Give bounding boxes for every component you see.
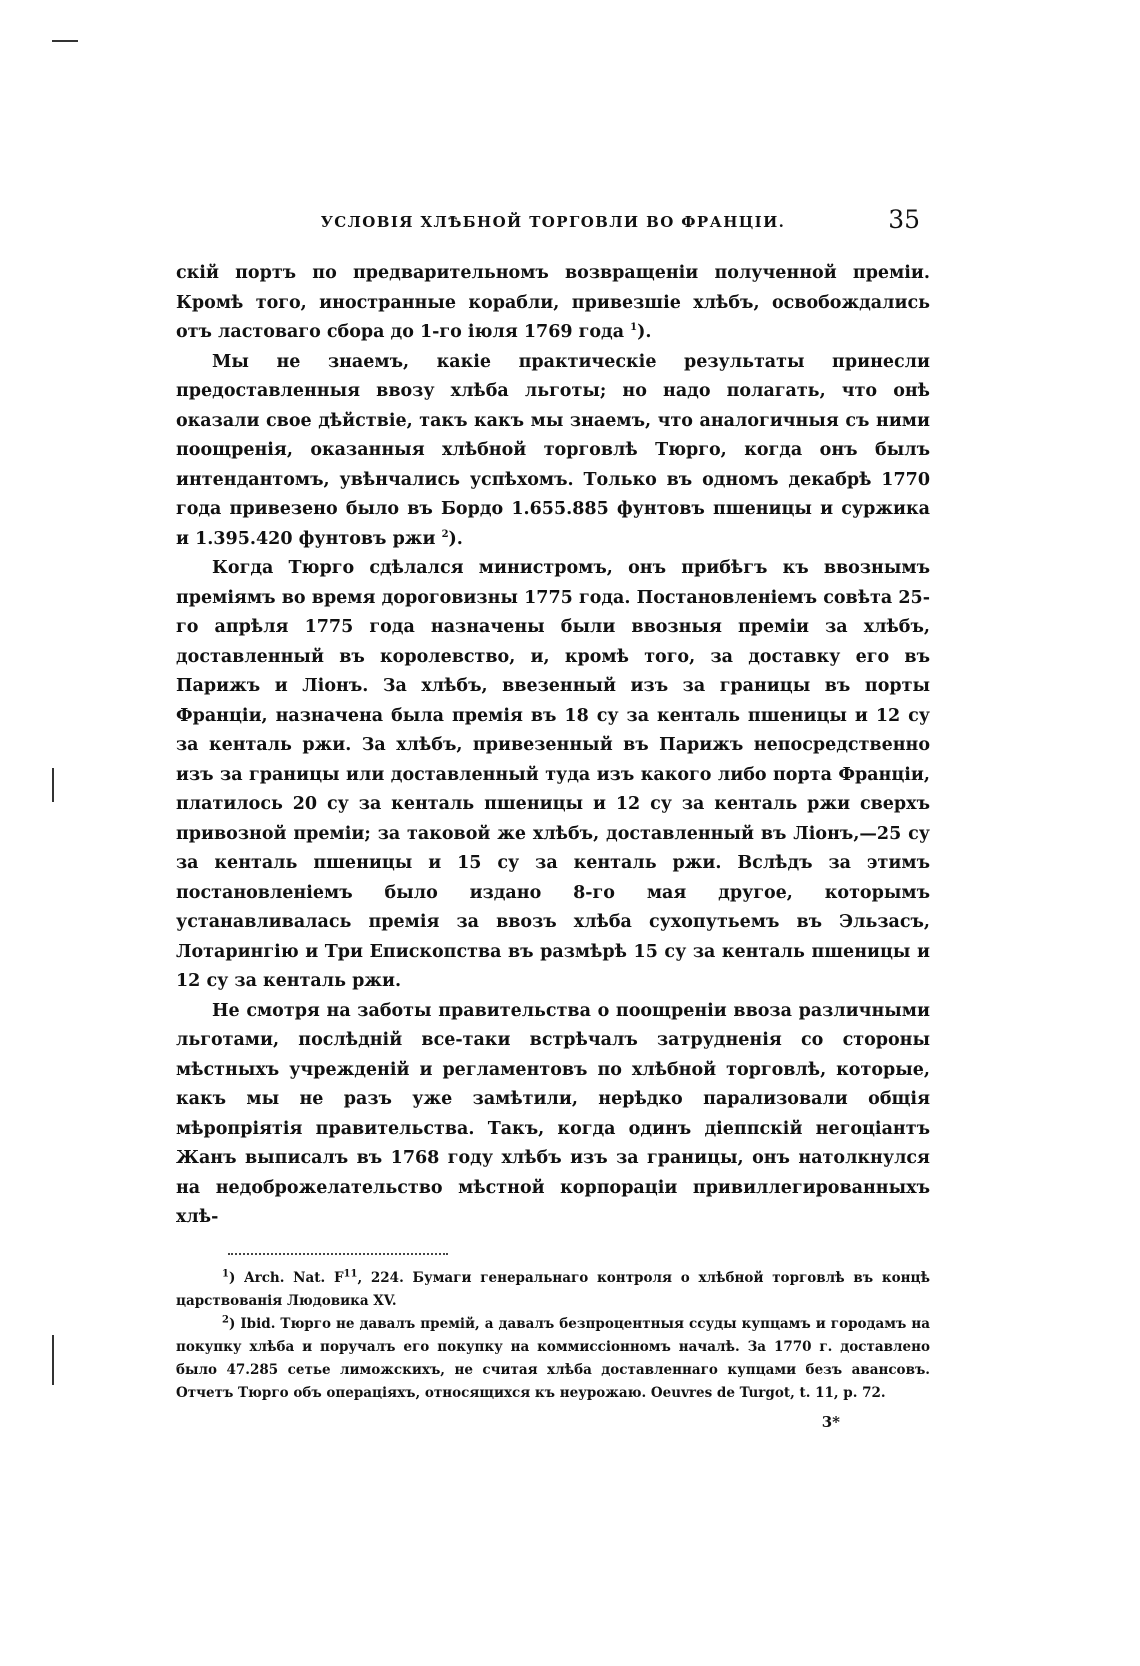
scan-edge-mark xyxy=(52,40,78,42)
footnotes xyxy=(176,1267,930,1405)
paragraph: Не смотря на заботы правительства о поощреніи ввоза различными льготами, послѣдній все-таки встрѣчалъ затрудненія со стороны мѣстныхъ учрежденій и регламентовъ по хлѣбной торговлѣ, которые, какъ мы не разъ уже замѣтили, нерѣдко парализовали общія мѣропріятія правительства. Такъ, когда одинъ діеппскій негоціантъ Жанъ выписалъ въ 1768 году хлѣбъ изъ за границы, онъ натолкнулся на недоброжелательство мѣстной корпораціи привиллегированныхъ хлѣ- xyxy=(176,1000,930,1227)
scan-margin-line xyxy=(52,1335,54,1385)
body-text xyxy=(176,259,930,1233)
page-header xyxy=(176,205,930,239)
book-page xyxy=(176,205,930,1431)
page-number: 35 xyxy=(888,205,920,234)
running-head: УСЛОВІЯ ХЛѢБНОЙ ТОРГОВЛИ ВО ФРАНЦІИ. xyxy=(320,213,786,231)
paragraph: Когда Тюрго сдѣлался министромъ, онъ прибѣгъ къ ввознымъ преміямъ во время дороговизны 1775 года. Постановленіемъ совѣта 25-го апрѣля 1775 года назначены были ввозныя преміи за хлѣбъ, доставленный въ королевство, и, кромѣ того, за доставку его въ Парижъ и Ліонъ. За хлѣбъ, ввезенный изъ за границы въ порты Франціи, назначена была премія въ 18 су за кенталь пшеницы и 12 су за кенталь ржи. За хлѣбъ, привезенный въ Парижъ непосредственно изъ за границы или доставленный туда изъ какого либо порта Франціи, платилось 20 су за кенталь пшеницы и 12 су за кенталь ржи сверхъ привозной преміи; за таковой же хлѣбъ, доставленный въ Ліонъ,—25 су за кенталь пшеницы и 15 су за кенталь ржи. Вслѣдъ за этимъ постановленіемъ было издано 8-го мая другое, которымъ устанавливалась премія за ввозъ хлѣба сухопутьемъ въ Эльзасъ, Лотарингію и Три Епископства въ размѣрѣ 15 су за кенталь пшеницы и 12 су за кенталь ржи. xyxy=(176,558,930,991)
paragraph: скій портъ по предварительномъ возвращеніи полученной преміи. Кромѣ того, иностранные корабли, привезшіе хлѣбъ, освобождались отъ ластоваго сбора до 1-го іюля 1769 года $^1$). xyxy=(176,263,930,342)
paragraph: Мы не знаемъ, какіе практическіе результаты принесли предоставленныя ввозу хлѣба льготы; но надо полагать, что онѣ оказали свое дѣйствіе, такъ какъ мы знаемъ, что аналогичныя съ ними поощренія, оказанныя хлѣбной торговлѣ Тюрго, когда онъ былъ интендантомъ, увѣнчались успѣхомъ. Только въ одномъ декабрѣ 1770 года привезено было въ Бордо 1.655.885 фунтовъ пшеницы и суржика и 1.395.420 фунтовъ ржи $^2$). xyxy=(176,351,930,549)
footnote-ref: 1 xyxy=(630,322,638,334)
footnote: $^2$) Ibid. Тюрго не давалъ премій, а давалъ безпроцентныя ссуды купцамъ и городамъ на покупку хлѣба и поручалъ его покупку на коммиссіонномъ началѣ. За 1770 г. доставлено было 47.285 сетье лиможскихъ, не считая хлѣба доставленнаго купцами безъ авансовъ. Отчетъ Тюрго объ операціяхъ, относящихся къ неурожаю. Oeuvres de Turgot, t. 11, p. 72. xyxy=(176,1314,930,1401)
scan-margin-line xyxy=(52,768,54,802)
signature-mark: 3* xyxy=(821,1412,840,1431)
footnote-separator xyxy=(228,1253,448,1255)
footnote-ref: 2 xyxy=(441,528,449,540)
footnote: $^1$) Arch. Nat. $F^{11}$, 224. Бумаги генеральнаго контроля о хлѣбной торговлѣ въ концѣ царствованія Людовика XV. xyxy=(176,1268,931,1309)
